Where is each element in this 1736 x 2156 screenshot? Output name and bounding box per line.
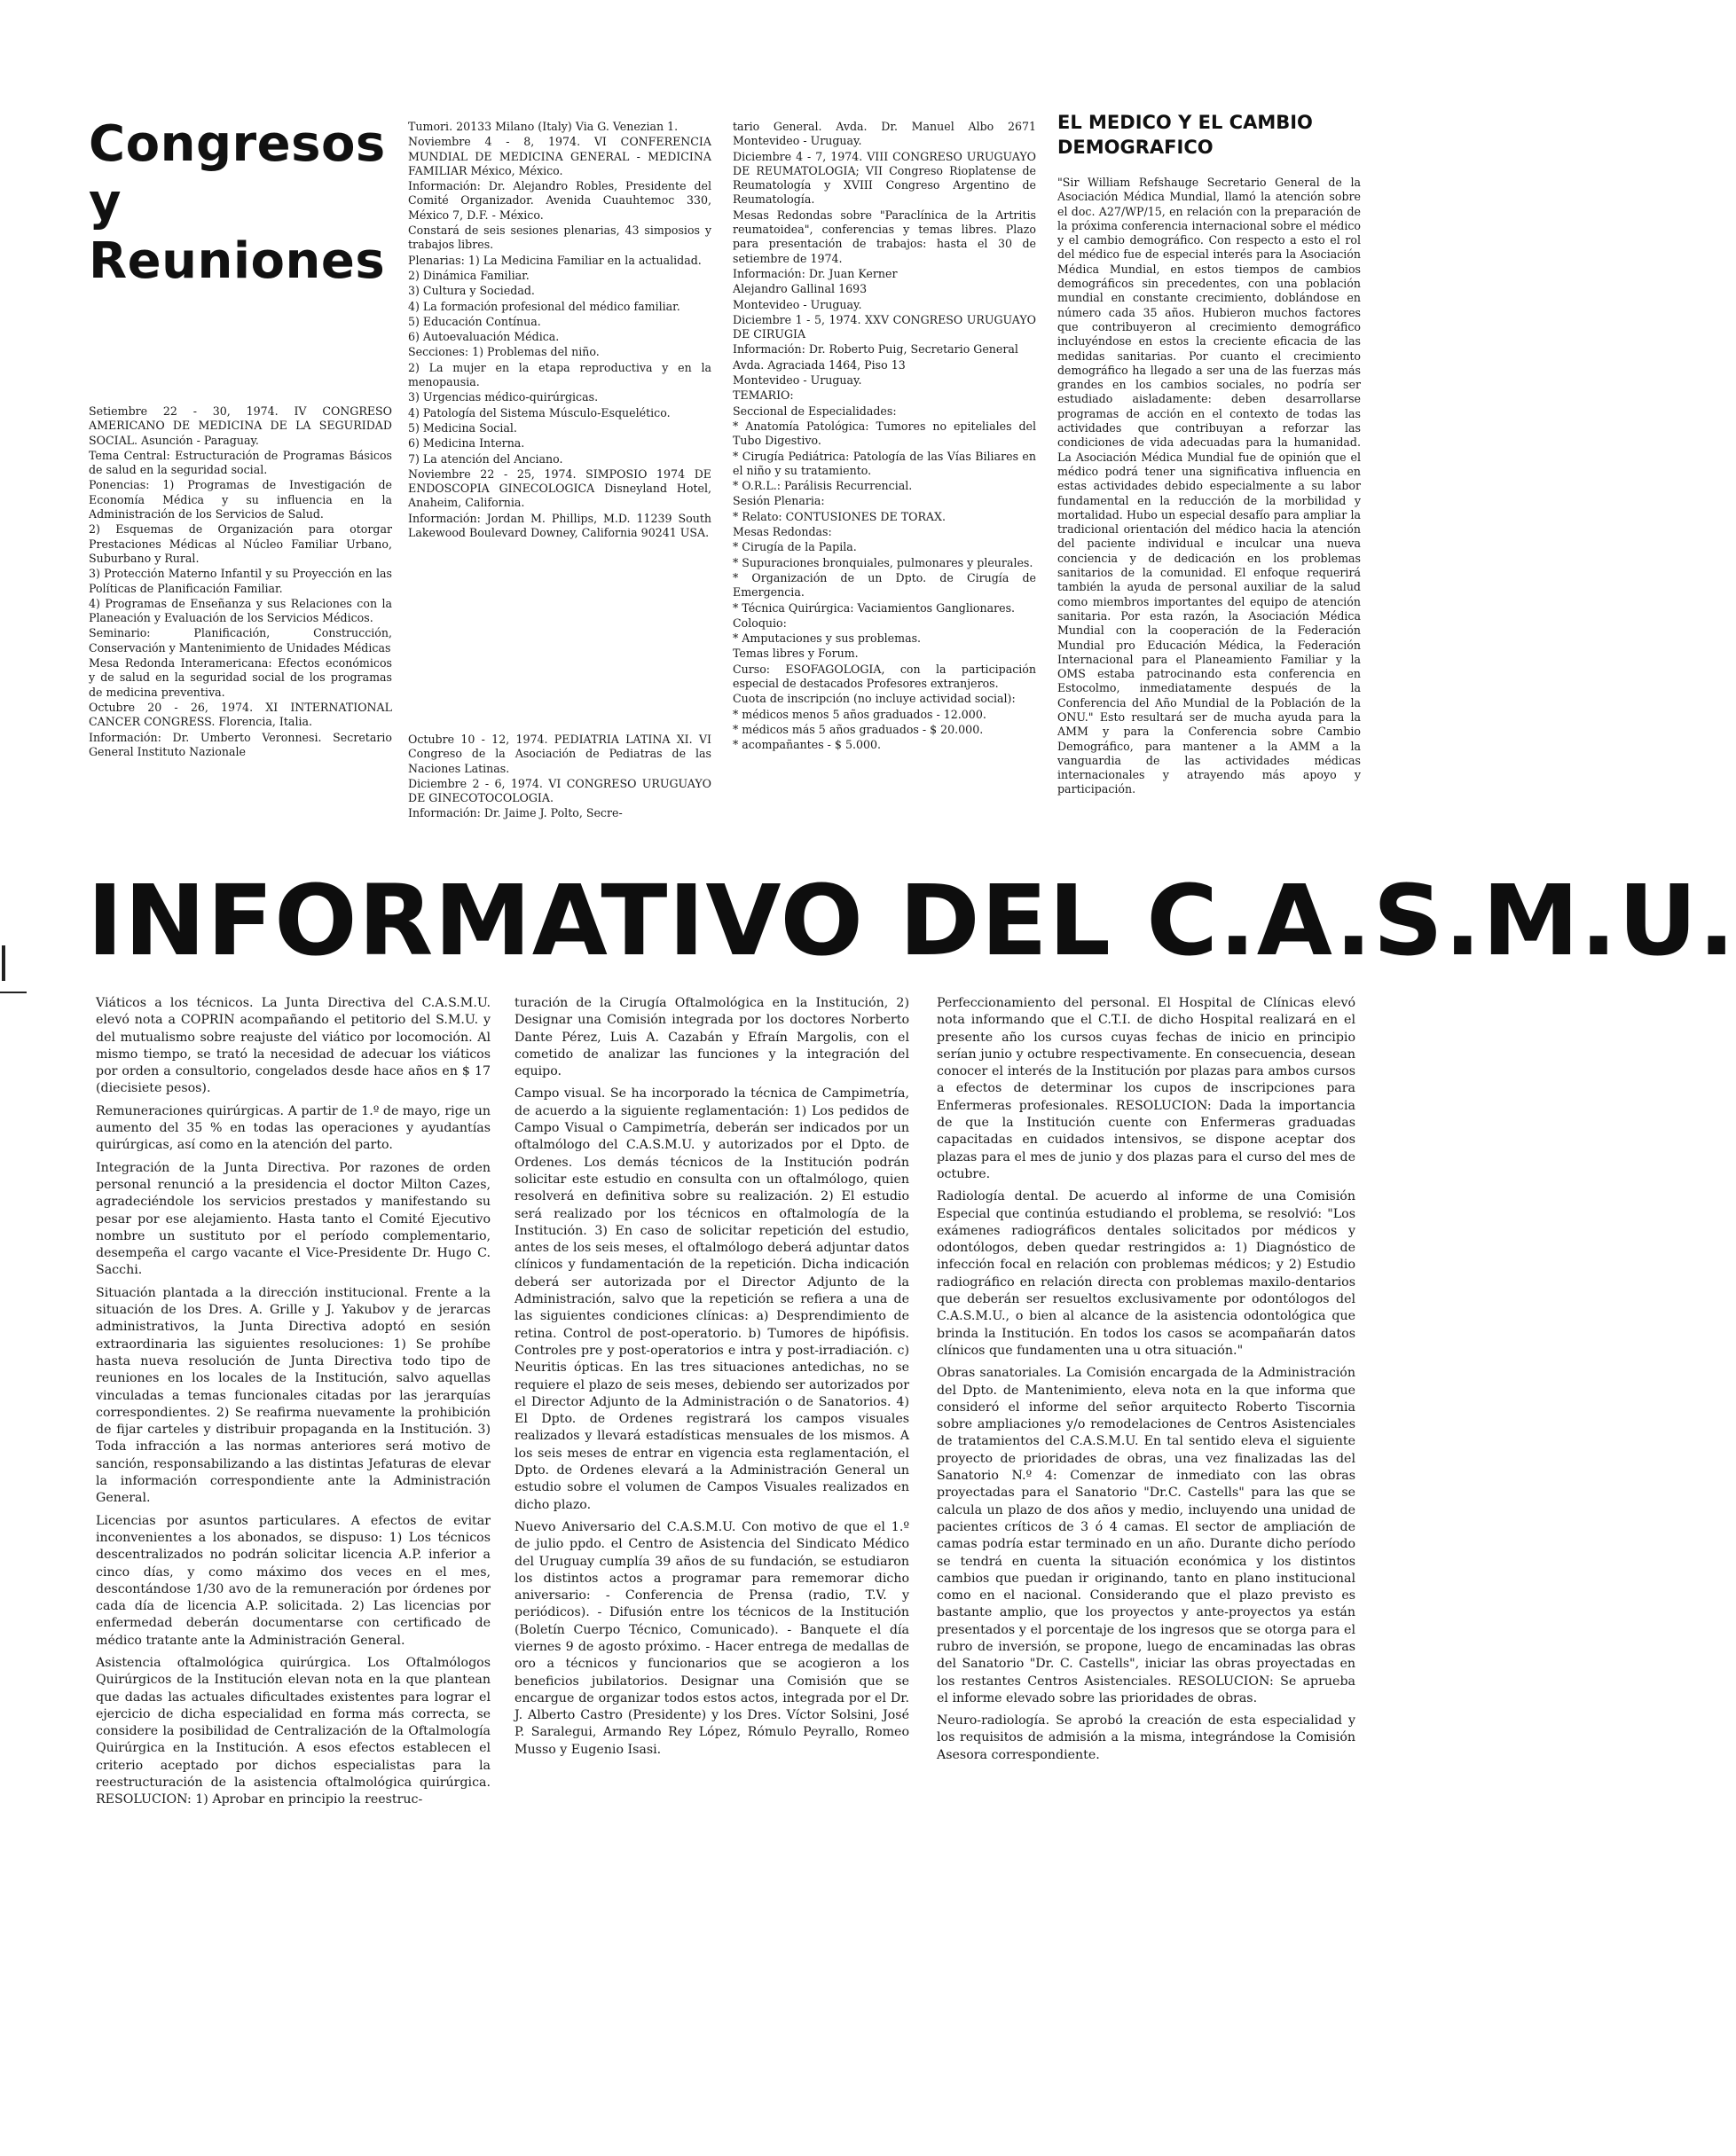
paragraph: 2) La mujer en la etapa reproductiva y en la menopausia. xyxy=(408,360,711,389)
paragraph: * médicos menos 5 años graduados - 12.000. xyxy=(733,707,986,721)
paragraph: tario General. Avda. Dr. Manuel Albo 2671 Montevideo - Uruguay. xyxy=(733,120,1036,148)
paragraph: 2) Dinámica Familiar. xyxy=(408,268,530,282)
paragraph: Neuro-radiología. Se aprobó la creación de esta especialidad y los requisitos de admisión a la misma, integrándose la Comisión Asesora correspondiente. xyxy=(937,1713,1355,1762)
congresos-column-2-bottom xyxy=(408,733,711,822)
informativo-column-3 xyxy=(937,995,1355,1769)
paragraph: Información: Dr. Alejandro Robles, Presidente del Comité Organizador. Avenida Cuauhtemoc 330, México 7, D.F. - México. xyxy=(408,179,711,222)
paragraph: Diciembre 1 - 5, 1974. XXV CONGRESO URUGUAYO DE CIRUGIA xyxy=(733,312,1036,341)
paragraph: Seccional de Especialidades: xyxy=(733,404,897,418)
paragraph: 4) La formación profesional del médico familiar. xyxy=(408,299,680,313)
banner-informativo-casmu: INFORMATIVO DEL C.A.S.M.U. xyxy=(87,864,1736,977)
paragraph: Mesas Redondas: xyxy=(733,525,832,539)
paragraph: * Cirugía Pediátrica: Patología de las Vías Biliares en el niño y su tratamiento. xyxy=(733,449,1036,477)
paragraph: * Cirugía de la Papila. xyxy=(733,540,857,554)
paragraph: Asistencia oftalmológica quirúrgica. Los Oftalmólogos Quirúrgicos de la Institución elevan nota en la que plantean que dadas las actuales dificultades existentes para lograr el ejercicio de dicha especialidad en forma más correcta, se considere la posibilidad de Centralización de la Oftalmología Quirúrgica en la Institución. A esos efectos establecen el criterio aceptado por dichos especialistas para la reestructuración de la asistencia oftalmológica quirúrgica. RESOLUCION: 1) Aprobar en principio la reestruc- xyxy=(96,1655,491,1807)
paragraph: Obras sanatoriales. La Comisión encargada de la Administración del Dpto. de Mantenimiento, eleva nota en la que informa que consideró el informe del señor arquitecto Roberto Tiscornia sobre ampliaciones y/o remodelaciones de Centros Asistenciales de tratamientos del C.A.S.M.U. En tal sentido eleva el siguiente proyecto de prioridades de obras, una vez finalizadas las del Sanatorio N.º 4: Comenzar de inmediato con las obras proyectadas para el Sanatorio "Dr.C. Castells" para las que se calcula un plazo de dos años y medio, incluyendo una unidad de pacientes críticos de 3 ó 4 camas. El sector de ampliación de camas podría estar terminado en un año. Durante dicho período se tendrá en cuenta la situación económica y los distintos cambios que puedan ir originando, tanto en plano institucional como en el nacional. Considerando que el plazo previsto es bastante amplio, que los proyectos y ante-proyectos ya están presentados y el porcentaje de los ingresos que se otorga para el rubro de inversión, se propone, luego de encaminadas las obras del Sanatorio "Dr. C. Castells", iniciar las obras proyectadas en los restantes Centros Asistenciales. RESOLUCION: Se aprueba el informe elevado sobre las prioridades de obras. xyxy=(937,1366,1355,1705)
paragraph: Montevideo - Uruguay. xyxy=(733,373,862,388)
paragraph: turación de la Cirugía Oftalmológica en la Institución, 2) Designar una Comisión integrada por los doctores Norberto Dante Pérez, Luis A. Cazabán y Efraín Margolis, con el cometido de analizar las funciones y la integración del equipo. xyxy=(515,996,909,1079)
paragraph: Cuota de inscripción (no incluye actividad social): xyxy=(733,692,1016,706)
paragraph: 4) Patología del Sistema Músculo-Esquelético. xyxy=(408,405,671,419)
paragraph: "Sir William Refshauge Secretario General de la Asociación Médica Mundial, llamó la atención sobre el doc. A27/WP/15, en relación con la preparación de la próxima conferencia internacional sobre el médico y el cambio demográfico. Con respecto a esto el rol del médico fue de especial interés para la Asociación Médica Mundial, en estos tiempos de cambios demográficos sin precedentes, con una población mundial en constante crecimiento, doblándose en número cada 35 años. Hubieron muchos factores que contribuyeron al crecimiento demográfico incluyéndose en estos la creciente eficacia de las medidas sanitarias. Por cuanto el crecimiento demográfico ha llegado a ser una de las fuerzas más grandes en los cambios sociales, no podría ser estudiado aisladamente: deben desarrollarse programas de acción en el contexto de todas las actividades que contribuyan a reforzar las condiciones de vida adecuadas para la humanidad. La Asociación Médica Mundial fue de opinión que el médico podrá tener una significativa influencia en estas actividades debido especialmente a su labor fundamental en la reducción de la morbilidad y mortalidad. Hubo un especial desafío para ampliar la tradicional orientación del médico hacia la atención del paciente individual e inculcar una nueva conciencia y de dedicación en los problemas sanitarios de la comunidad. El enfoque requerirá también la ayuda de personal auxiliar de la salud como miembros importantes del equipo de atención sanitaria. Por esta razón, la Asociación Médica Mundial con la cooperación de la Federación Mundial pro Educación Médica, la Federación Internacional para el Planeamiento Familiar y la OMS estaba patrocinando esta conferencia en Estocolmo, inmediatamente después de la Conferencia del Año Mundial de la Población de la ONU." Esto resultará ser de mucha ayuda para la AMM y para la Conferencia sobre Cambio Demográfico, para mantener a la AMM a la vanguardia de las actividades médicas internacionales y atrayendo más apoyo y participación. xyxy=(1057,176,1361,796)
paragraph: Montevideo - Uruguay. xyxy=(733,297,862,311)
paragraph: Licencias por asuntos particulares. A efectos de evitar inconvenientes a los abonados, se dispuso: 1) Los técnicos descentralizados no podrán solicitar licencia A.P. inferior a cinco días, y como máximo dos veces en el mes, descontándose 1/30 avo de la remuneración por órdenes por cada día de licencia A.P. solicitada. 2) Las licencias por enfermedad deberán documentarse con certificado de médico tratante ante la Administración General. xyxy=(96,1513,491,1648)
congresos-column-2 xyxy=(408,120,711,541)
paragraph: * Supuraciones bronquiales, pulmonares y pleurales. xyxy=(733,555,1033,569)
paragraph: * Organización de un Dpto. de Cirugía de Emergencia. xyxy=(733,570,1036,600)
paragraph: Constará de seis sesiones plenarias, 43 simposios y trabajos libres. xyxy=(408,223,711,252)
paragraph: 5) Educación Contínua. xyxy=(408,314,541,328)
paragraph: Octubre 20 - 26, 1974. XI INTERNATIONAL CANCER CONGRESS. Florencia, Italia. xyxy=(89,700,392,729)
paragraph: 3) Cultura y Sociedad. xyxy=(408,284,535,298)
title-line-3: Reuniones xyxy=(89,232,386,290)
paragraph: Información: Dr. Roberto Puig, Secretario General xyxy=(733,342,1018,357)
informativo-column-1 xyxy=(96,995,491,1815)
paragraph: Integración de la Junta Directiva. Por razones de orden personal renunció a la presidencia el doctor Milton Cazes, agradeciéndole los servicios prestados y manifestando su pesar por ese alejamiento. Hasta tanto el Comité Ejecutivo nombre un sustituto por el período complementario, desempeña el cargo vacante el Vice-Presidente Dr. Hugo C. Sacchi. xyxy=(96,1160,491,1278)
paragraph: Sesión Plenaria: xyxy=(733,494,825,508)
paragraph: * Relato: CONTUSIONES DE TORAX. xyxy=(733,509,946,523)
paragraph: Mesa Redonda Interamericana: Efectos económicos y de salud en la seguridad social de los programas de medicina preventiva. xyxy=(89,656,392,699)
paragraph: Viáticos a los técnicos. La Junta Directiva del C.A.S.M.U. elevó nota a COPRIN acompañando el petitorio del S.M.U. y del mutualismo sobre reajuste del viático por locomoción. Al mismo tiempo, se trató la necesidad de adecuar los viáticos por orden a consultorio, congelados desde hace años en $ 17 (diecisiete pesos). xyxy=(96,996,491,1096)
paragraph: Seminario: Planificación, Construcción, Conservación y Mantenimiento de Unidades Médicas xyxy=(89,626,392,655)
paragraph: Información: Dr. Juan Kerner xyxy=(733,266,898,280)
paragraph: Coloquio: xyxy=(733,615,787,630)
paragraph: 2) Esquemas de Organización para otorgar Prestaciones Médicas al Núcleo Familiar Urbano, Suburbano y Rural. xyxy=(89,522,392,565)
paragraph: Tema Central: Estructuración de Programas Básicos de salud en la seguridad social. xyxy=(89,448,392,477)
paragraph: 3) Protección Materno Infantil y su Proyección en las Políticas de Planificación Familiar. xyxy=(89,567,392,595)
paragraph: Información: Jordan M. Phillips, M.D. 11239 South Lakewood Boulevard Downey, California 90241 USA. xyxy=(408,511,711,540)
paragraph: * O.R.L.: Parálisis Recurrencial. xyxy=(733,479,913,493)
paragraph: Alejandro Gallinal 1693 xyxy=(733,282,868,296)
title-line-2: y xyxy=(89,174,122,231)
paragraph: * Anatomía Patológica: Tumores no epiteliales del Tubo Digestivo. xyxy=(733,419,1036,448)
congresos-column-1 xyxy=(89,404,392,760)
paragraph: Información: Dr. Jaime J. Polto, Secre- xyxy=(408,806,623,820)
paragraph: Mesas Redondas sobre "Paraclínica de la Artritis reumatoidea", conferencias y temas libres. Plazo para presentación de trabajos: hasta el 30 de setiembre de 1974. xyxy=(733,208,1036,265)
paragraph: Remuneraciones quirúrgicas. A partir de 1.º de mayo, rige un aumento del 35 % en todas las operaciones y ayudantías quirúrgicas, así como en la atención del parto. xyxy=(96,1103,491,1153)
paragraph: Secciones: 1) Problemas del niño. xyxy=(408,345,600,359)
paragraph: * médicos más 5 años graduados - $ 20.000. xyxy=(733,722,984,736)
section-title-congresos xyxy=(89,115,386,291)
paragraph: * Amputaciones y sus problemas. xyxy=(733,631,922,646)
paragraph: Diciembre 2 - 6, 1974. VI CONGRESO URUGUAYO DE GINECOTOCOLOGIA. xyxy=(408,776,711,805)
paragraph: Información: Dr. Umberto Veronnesi. Secretario General Instituto Nazionale xyxy=(89,730,392,758)
paragraph: 5) Medicina Social. xyxy=(408,420,517,435)
paragraph: Tumori. 20133 Milano (Italy) Via G. Venezian 1. xyxy=(408,120,679,133)
paragraph: Setiembre 22 - 30, 1974. IV CONGRESO AMERICANO DE MEDICINA DE LA SEGURIDAD SOCIAL. Asunción - Paraguay. xyxy=(89,404,392,447)
congresos-column-3 xyxy=(733,120,1036,753)
paragraph: Campo visual. Se ha incorporado la técnica de Campimetría, de acuerdo a la siguiente reglamentación: 1) Los pedidos de Campo Visual o Campimetría, deberán ser indicados por un oftalmólogo del C.A.S.M.U. y autorizados por el Dpto. de Ordenes. Los demás técnicos de la Institución podrán solicitar este estudio en consulta con un oftalmólogo, quien resolverá en definitiva sobre su realización. 2) El estudio será realizado por los técnicos en oftalmología de la Institución. 3) En caso de solicitar repetición del estudio, antes de los seis meses, el oftalmólogo deberá adjuntar datos clínicos y fundamentación de la repetición. Dicha indicación deberá ser autorizada por el Director Adjunto de la Administración, salvo que la repetición se refiera a una de las siguientes condiciones clínicas: a) Desprendimiento de retina. Control de post-operatorio. b) Tumores de hipófisis. Controles pre y post-operatorios e intra y post-irradiación. c) Neuritis ópticas. En las tres situaciones antedichas, no se requiere el plazo de seis meses, debiendo ser autorizados por el Director Adjunto de la Administración o de Sanatorios. 4) El Dpto. de Ordenes registrará los campos visuales realizados y llevará estadísticas mensuales de los mismos. A los seis meses de entrar en vigencia esta reglamentación, el Dpto. de Ordenes elevará a la Administración General un estudio sobre el volumen de Campos Visuales realizados en dicho plazo. xyxy=(515,1086,909,1512)
article-title-medico-demografico: EL MEDICO Y EL CAMBIO DEMOGRAFICO xyxy=(1057,112,1313,158)
paragraph: Radiología dental. De acuerdo al informe de una Comisión Especial que continúa estudiando el problema, se resolvió: "Los exámenes radiográficos dentales solicitados por médicos y odontólogos, deben quedar restringidos a: 1) Diagnóstico de infección focal en relación con problemas médicos; y 2) Estudio radiográfico en relación directa con problemas maxilo-dentarios que deberán ser resueltos exclusivamente por odontólogos del C.A.S.M.U., o bien al alcance de la asistencia odontológica que brinda la Institución. En todos los casos se acompañarán datos clínicos que fundamenten una u otra situación." xyxy=(937,1189,1355,1358)
paragraph: 6) Medicina Interna. xyxy=(408,436,525,451)
paragraph: TEMARIO: xyxy=(733,388,794,403)
paragraph: Nuevo Aniversario del C.A.S.M.U. Con motivo de que el 1.º de julio ppdo. el Centro de Asistencia del Sindicato Médico del Uruguay cumplía 39 años de su fundación, se estudiaron los distintos actos a programar para rememorar dicho aniversario: - Conferencia de Prensa (radio, T.V. y periódicos). - Difusión entre los técnicos de la Institución (Boletín Cuerpo Técnico, Comunicado). - Banquete el día viernes 9 de agosto próximo. - Hacer entrega de medallas de oro a técnicos y funcionarios que se acogieron a los beneficios jubilatorios. Designar una Comisión que se encargue de organizar todos estos actos, integrada por el Dr. J. Alberto Castro (Presidente) y los Dres. Víctor Solsini, José P. Saralegui, Armando Rey López, Rómulo Peyrallo, Romeo Musso y Eugenio Isasi. xyxy=(515,1519,909,1757)
congresos-column-4 xyxy=(1057,176,1361,798)
paragraph: Curso: ESOFAGOLOGIA, con la participación especial de destacados Profesores extranjeros. xyxy=(733,662,1036,690)
scan-edge-mark xyxy=(0,992,27,993)
informativo-column-2 xyxy=(515,995,909,1764)
paragraph: 7) La atención del Anciano. xyxy=(408,451,563,466)
paragraph: * Técnica Quirúrgica: Vaciamientos Ganglionares. xyxy=(733,600,1016,615)
paragraph: 4) Programas de Enseñanza y sus Relaciones con la Planeación y Evaluación de los Servicios Médicos. xyxy=(89,596,392,625)
paragraph: Plenarias: 1) La Medicina Familiar en la actualidad. xyxy=(408,253,702,267)
paragraph: * acompañantes - $ 5.000. xyxy=(733,738,881,752)
paragraph: 3) Urgencias médico-quirúrgicas. xyxy=(408,390,599,404)
paragraph: Ponencias: 1) Programas de Investigación de Economía Médica y su influencia en la Administración de los Servicios de Salud. xyxy=(89,478,392,521)
paragraph: 6) Autoevaluación Médica. xyxy=(408,330,560,344)
title-line-1: Congresos xyxy=(89,115,386,173)
paragraph: Temas libres y Forum. xyxy=(733,647,859,661)
paragraph: Octubre 10 - 12, 1974. PEDIATRIA LATINA XI. VI Congreso de la Asociación de Pediatras de las Naciones Latinas. xyxy=(408,733,711,775)
paragraph: Situación plantada a la dirección institucional. Frente a la situación de los Dres. A. Grille y J. Yakubov y de jerarcas administrativos, la Junta Directiva adoptó en sesión extraordinaria las siguientes resoluciones: 1) Se prohíbe hasta nueva resolución de Junta Directiva todo tipo de reuniones en los locales de la Institución, salvo aquellas vinculadas a temas funcionales citadas por las jerarquías correspondientes. 2) Se reafirma nuevamente la prohibición de fijar carteles y distribuir propaganda en la Institución. 3) Toda infracción a las normas anteriores será motivo de sanción, responsabilizando a las distintas Jefaturas de elevar la información correspondiente ante la Administración General. xyxy=(96,1285,491,1506)
paragraph: Avda. Agraciada 1464, Piso 13 xyxy=(733,357,906,372)
paragraph: Perfeccionamiento del personal. El Hospital de Clínicas elevó nota informando que el C.T.I. de dicho Hospital realizará en el presente año los cursos cuyas fechas de inicio en principio serían junio y octubre respectivamente. En consecuencia, desean conocer el interés de la Institución por plazas para ambos cursos a efectos de determinar los cupos de inscripciones para Enfermeras profesionales. RESOLUCION: Dada la importancia de que la Institución cuente con Enfermeras graduadas capacitadas en cuidados intensivos, se dispone aceptar dos plazas para el mes de junio y dos plazas para el curso del mes de octubre. xyxy=(937,996,1355,1181)
paragraph: Diciembre 4 - 7, 1974. VIII CONGRESO URUGUAYO DE REUMATOLOGIA; VII Congreso Rioplatense de Reumatología y XVIII Congreso Argentino de Reumatología. xyxy=(733,149,1036,207)
scan-edge-mark xyxy=(2,945,5,981)
paragraph: Noviembre 4 - 8, 1974. VI CONFERENCIA MUNDIAL DE MEDICINA GENERAL - MEDICINA FAMILIAR México, México. xyxy=(408,135,711,177)
paragraph: Noviembre 22 - 25, 1974. SIMPOSIO 1974 DE ENDOSCOPIA GINECOLOGICA Disneyland Hotel, Anaheim, California. xyxy=(408,466,711,510)
